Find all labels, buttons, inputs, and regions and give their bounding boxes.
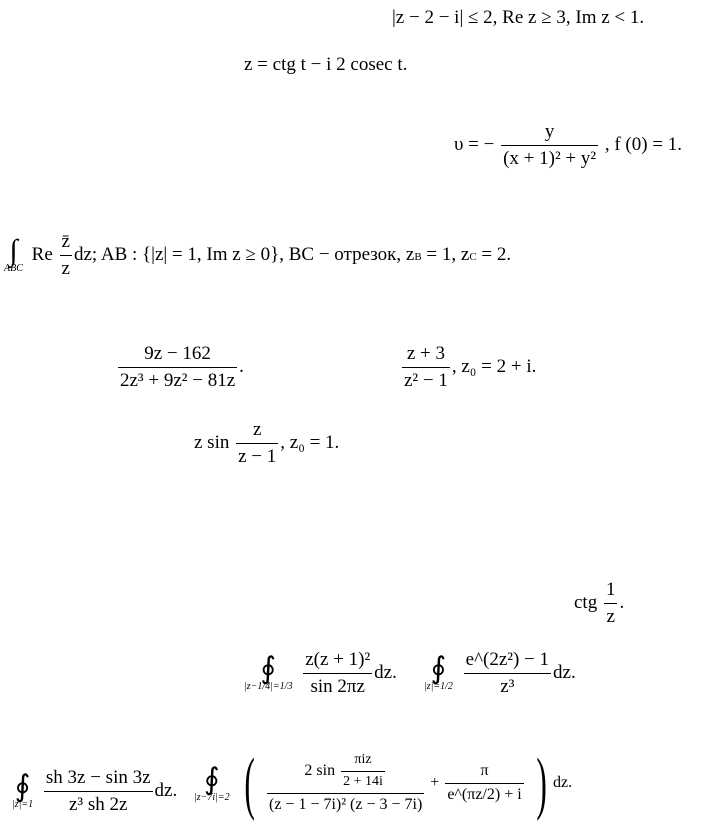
formula-suffix: dz. [552,774,573,792]
subscript-b: B [414,250,422,263]
formula-laurent-series [194,420,339,467]
contour-integral-symbol: ∮ |z|=1 [12,770,34,811]
fraction-numerator: z [236,420,278,444]
fraction [501,122,598,169]
formula-suffix: dz. [374,661,397,683]
formula-suffix: , z₀ = 2 + i. [451,355,537,377]
formula-contour-integral-4 [194,745,573,822]
plus-sign: + [430,774,440,792]
fraction-numerator: e^(2z²) − 1 [464,650,551,674]
fraction-numerator: π [445,763,523,784]
formula-rational-function [116,344,244,391]
fraction [303,650,372,697]
fraction-denominator: z³ [500,675,515,697]
integral-limit: |z−7i|=2 [194,791,230,803]
formula-prefix: ctg [574,591,598,613]
formula-text: |z − 2 − i| ≤ 2, Re z ≥ 3, Im z < 1. [392,7,645,28]
integral-limit: |z−1/4|=1/3 [244,681,293,693]
formula-prefix: υ = − [454,133,495,155]
fraction-pi [445,763,523,804]
formula-suffix: dz. [553,661,576,683]
integral-limit: ABC [4,263,23,275]
fraction [464,650,551,697]
fraction-numerator [267,753,424,793]
formula-zc-value: = 2. [476,243,512,265]
formula-suffix: . [239,355,244,377]
fraction-denominator: z − 1 [238,445,277,467]
sin-prefix: 2 sin [304,762,336,780]
integral-limit: |z|=1/2 [424,681,453,693]
fraction-numerator: z(z + 1)² [303,650,372,674]
formula-contour-integral-1 [244,650,397,697]
formula-cotangent [574,580,624,627]
fraction-denominator: (x + 1)² + y² [503,147,597,169]
fraction [44,768,153,815]
fraction-denominator: (z − 1 − 7i)² (z − 3 − 7i) [268,795,423,813]
fraction-inner [341,753,385,789]
left-paren: ( [244,745,255,822]
integral-limit: |z|=1 [12,799,34,811]
fraction-denominator: z [606,605,615,627]
formula-line-integral [4,232,511,279]
fraction-outer [267,753,424,813]
formula-text: z = ctg t − i 2 cosec t. [244,54,408,75]
formula-contour-integral-2 [424,650,576,697]
formula-suffix: , f (0) = 1. [604,133,683,155]
fraction-denominator: z³ sh 2z [68,793,128,815]
formula-zb-value: = 1, z [421,243,470,265]
formula-rest: dz; AB : {|z| = 1, Im z ≥ 0}, BC − отрезок, z [73,243,415,265]
fraction-numerator: 9z − 162 [118,344,237,368]
formula-prefix: z sin [194,431,230,453]
fraction-numerator: z + 3 [402,344,450,368]
fraction [118,344,237,391]
contour-integral-symbol: ∮ |z|=1/2 [424,652,453,693]
formula-imag-part [454,122,682,169]
fraction [402,344,450,391]
formula-suffix: dz. [154,779,178,801]
fraction-denominator: e^(πz/2) + i [447,786,522,803]
fraction-denominator: sin 2πz [310,675,365,697]
right-paren: ) [536,745,547,822]
contour-integral-symbol: ∮ |z−7i|=2 [194,762,230,803]
formula-contour-integral-3 [12,768,177,815]
fraction [60,232,72,279]
subscript-c: C [469,250,477,263]
fraction-inner-denominator: 2 + 14i [343,774,383,790]
fraction-numerator: y [501,122,598,146]
formula-suffix: . [619,591,625,613]
fraction-denominator: z [61,257,70,279]
fraction [236,420,278,467]
contour-integral-symbol: ∮ |z−1/4|=1/3 [244,652,293,693]
formula-taylor-expansion [400,344,536,391]
integral-symbol: ∫ ABC [4,234,23,275]
fraction [604,580,618,627]
formula-parametric-curve [244,55,407,74]
fraction-inner-numerator: πiz [341,753,385,772]
formula-suffix: , z₀ = 1. [280,431,340,453]
formula-region-condition [392,8,644,27]
fraction-numerator: 1 [604,580,618,604]
fraction-numerator: sh 3z − sin 3z [44,768,153,792]
formula-re: Re [31,243,53,265]
fraction-denominator: 2z³ + 9z² − 81z [120,369,236,391]
fraction-denominator: z² − 1 [404,369,448,391]
fraction-numerator: z̄ [60,232,72,256]
